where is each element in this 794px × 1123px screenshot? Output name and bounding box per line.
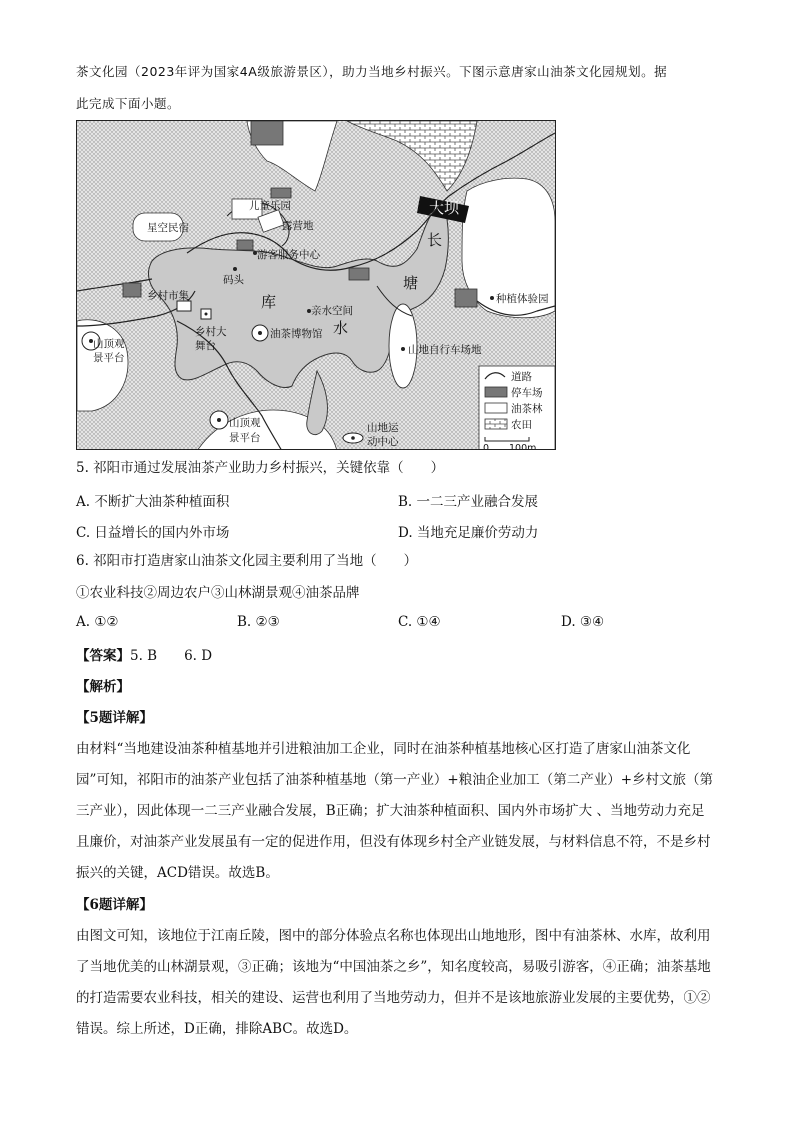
legend-tea-label: 油茶林 [511,403,543,415]
map-legend [479,366,555,450]
planting-dot [490,296,494,300]
view-platform-bottom-label-1: 山顶观 [229,417,261,429]
intro-line-1: 茶文化园（2023年评为国家4A级旅游景区），助力当地乡村振兴。下图示意唐家山油茶文化园规划。据 [76,64,668,79]
tea-park-map [76,120,556,450]
legend-tea-symbol [485,403,507,413]
museum-label: 油茶博物馆 [270,328,323,340]
q5-stem: 5. 祁阳市通过发展油茶产业助力乡村振兴，关键依靠（ ） [76,460,445,476]
legend-scale-100: 100m [509,443,537,451]
q6-items: ①农业科技②周边农户③山林湖景观④油茶品牌 [76,585,360,601]
parking-visitor [237,240,253,250]
village-market-label: 乡村市集 [147,290,189,302]
legend-road-label: 道路 [511,371,532,383]
answer-line [76,646,212,666]
intro-line-2: 此完成下面小题。 [76,96,181,111]
kids-park-label: 儿童乐园 [249,200,291,212]
wharf-dot [233,267,237,271]
starry-inn-label: 星空民宿 [147,222,189,234]
detail5-body: 由材料“当地建设油茶种植基地并引进粮油加工企业，同时在油茶种植基地核心区打造了唐家山油茶文化园”可知，祁阳市的油茶产业包括了油茶种植基地（第一产业）+粮油企业加工（第二产业）+乡村文旅（第三产业），因此体现一二三产业融合发展，B正确；扩大油茶种植面积、国内外市场扩大 、当地劳动力充足且廉价，对油茶产业发展虽有一定的促进作用，但没有体现乡村全产业链发展，与材料信息不符，不是乡村振兴的关键，ACD错误。故选B。 [76,741,714,881]
parking-center [349,268,369,280]
cycling-dot [401,347,405,351]
q6-option-c: C. ①④ [398,614,441,630]
sports-center-label-1: 山地运 [367,422,399,434]
detail6-body: 由图文可知，该地位于江南丘陵，图中的部分体验点名称也体现出山地地形，图中有油茶林、水库，故利用了当地优美的山林湖景观，③正确；该地为“中国油茶之乡”，知名度较高，易吸引游客，④正确；油茶基地的打造需要农业科技，相关的建设、运营也利用了当地劳动力，但并不是该地旅游业发展的主要优势，①②错误。综上所述，D正确，排除ABC。故选D。 [76,928,711,1037]
q5-option-d: D. 当地充足廉价劳动力 [398,525,539,541]
village-stage-label-2: 舞台 [195,340,216,352]
visitor-center-label: 游客服务中心 [257,249,320,261]
q5-option-c: C. 日益增长的国内外市场 [76,525,230,541]
dam-label: 大坝 [429,199,460,217]
market-symbol [177,301,191,311]
sports-center-label-2: 动中心 [367,436,399,448]
reservoir-char-3: 水 [333,319,349,337]
village-stage-label-1: 乡村大 [195,326,227,338]
parking-top [251,121,283,145]
view-platform-left-label-2: 景平台 [93,352,125,364]
analysis-label: 【解析】 [76,679,130,695]
detail5-title: 【5题详解】 [76,710,153,726]
q5-option-a: A. 不断扩大油茶种植面积 [76,494,230,510]
water-space-label: 亲水空间 [311,305,353,317]
legend-farmland-symbol [485,419,507,429]
wharf-label: 码头 [223,274,244,286]
parking-right [455,289,477,307]
q5-option-b: B. 一二三产业融合发展 [398,494,539,510]
answer-text: 5. B 6. D [130,648,213,664]
view-platform-left-label-1: 山顶观 [93,338,125,350]
answer-label: 【答案】 [76,648,130,664]
q6-option-b: B. ②③ [237,614,280,630]
legend-parking-symbol [485,387,507,397]
detail6-title: 【6题详解】 [76,897,153,913]
q6-stem: 6. 祁阳市打造唐家山油茶文化园主要利用了当地（ ） [76,553,418,569]
view-platform-bottom-label-2: 景平台 [229,432,261,444]
parking-left [123,283,141,297]
reservoir-char-4: 库 [261,293,277,311]
cycling-label: 山地自行车场地 [408,344,482,356]
legend-farmland-label: 农田 [511,419,532,431]
legend-scale-0: 0 [483,443,490,451]
planting-label: 种植体验园 [496,293,549,305]
camp-label: 露营地 [282,220,314,232]
reservoir-char-1: 长 [427,231,443,249]
q6-option-d: D. ③④ [561,614,605,630]
q6-option-a: A. ①② [76,614,119,630]
parking-kids [271,188,291,198]
reservoir-char-2: 塘 [403,274,419,292]
map-drawing [77,121,556,450]
legend-parking-label: 停车场 [511,387,543,399]
